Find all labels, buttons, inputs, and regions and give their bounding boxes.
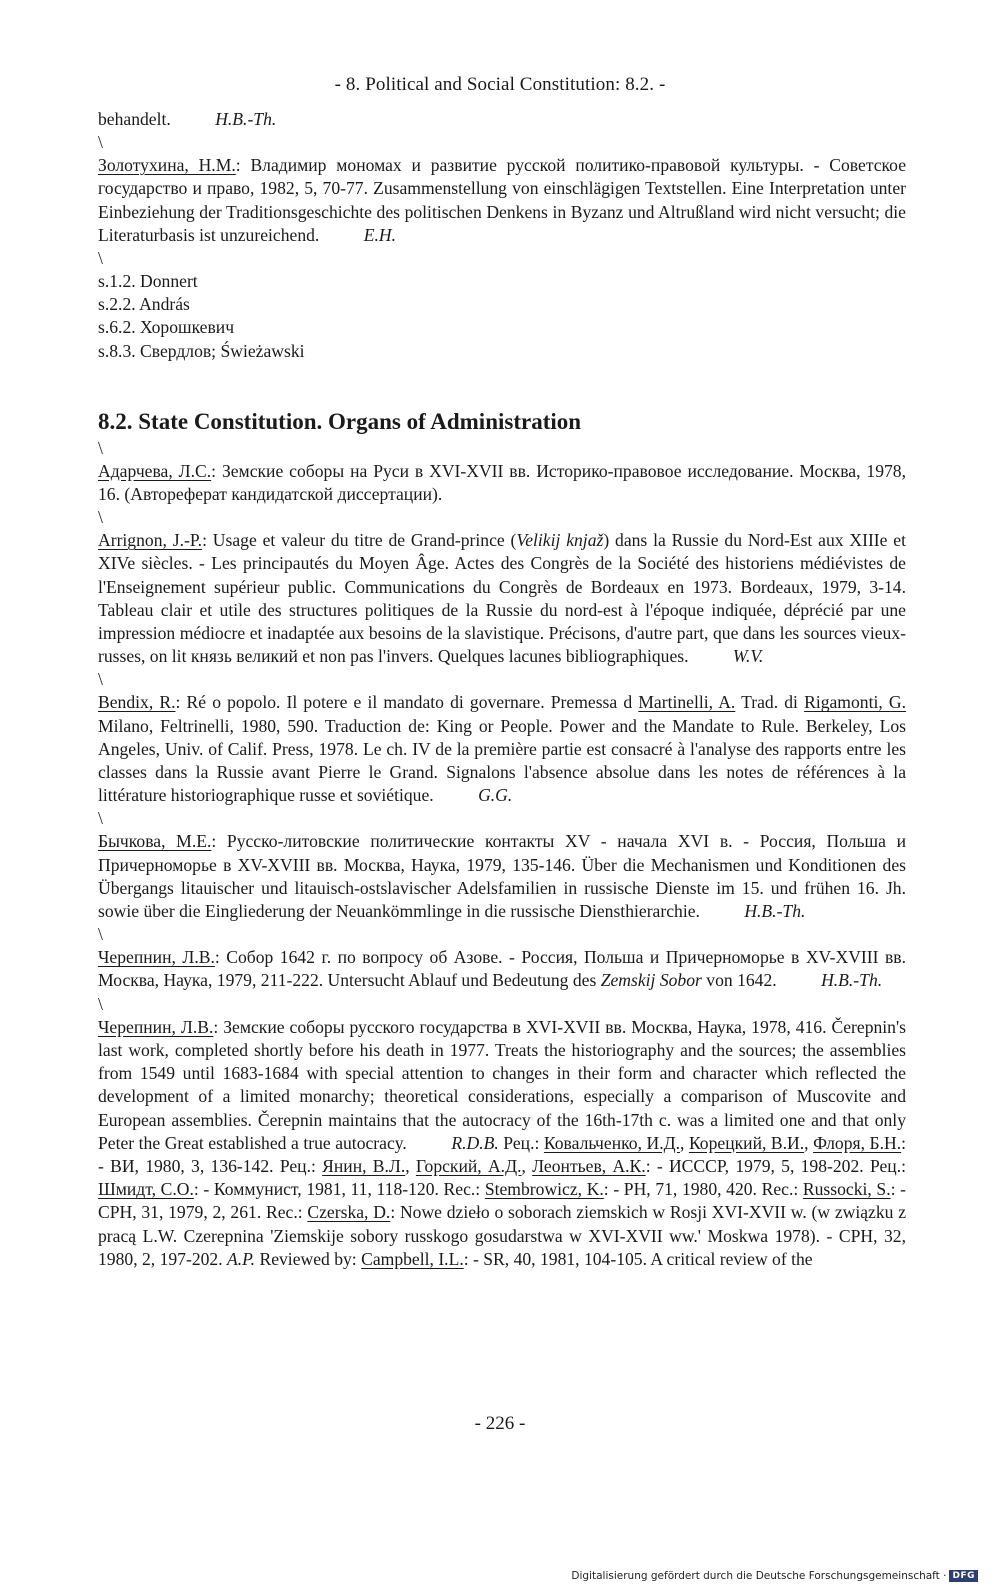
entry-text: Milano, Feltrinelli, 1980, 590. Traduction de: King or People. Power and the Mandate to Rule. Berkeley, Los Angeles, Univ. of Calif. Press, 1978. Le ch. IV de la première partie est consacré à l'analyse des rapports entre les classes dans la Russie avant Pierre le Grand. Signalons l'absence absolue dans les notes de références à la littérature historiographique russe et soviétique. [98,715,906,806]
review-label: Рец.: [503,1132,544,1153]
reviewer-signature: H.B.-Th. [215,109,277,129]
review-label: Rec.: [265,1202,308,1223]
entry-text: : Земские соборы на Руси в XVI-XVII вв. Историко-правовое исследование. Москва, 1978, 16. (Автореферат кандидатской диссертации). [98,460,906,505]
review-label: Рец.: [869,1155,907,1176]
review-author: Корецкий, В.И. [688,1132,805,1153]
digitization-footer [571,1570,978,1582]
entry-separator: \ [98,507,103,528]
review-text: : - ИССCP, 1979, 5, 198-202. [645,1155,864,1176]
cross-reference: s.2.2. András [98,294,190,315]
review-separator: , [804,1132,814,1153]
review-author: Шмидт, С.О. [98,1179,194,1200]
entry-text: von 1642. [701,970,777,991]
review-author: Czerska, D. [307,1202,391,1223]
entry-separator: \ [98,924,103,945]
review-text: : - PH, 71, 1980, 420. [603,1179,757,1200]
section-heading: 8.2. State Constitution. Organs of Administration [98,408,582,434]
entry-text: : Usage et valeur du titre de Grand-prince ( [202,530,517,551]
entry-text: : Собор 1642 г. по вопросу об Азове. - Россия, Польша и Причерноморье в XV-XVIII вв. Москва, Наука, 1979, 211-222. Untersucht Ablauf und Bedeutung des [98,947,906,991]
bibliography-entry-cherepnin-zemskie [98,1016,906,1271]
entry-title-italic: Velikij knjaž [516,530,604,551]
running-head: - 8. Political and Social Constitution: 8.2. - [334,74,666,95]
bibliography-entry-arrignon [98,529,906,668]
entry-text: : Владимир мономах и развитие русской политико-правовой культуры. - Советское государство и право, 1982, 5, 70-77. Zusammenstellung von einschlägigen Textstellen. Eine Interpretation unter Einbeziehung der Traditionsgeschichte des politischen Denkens in Byzanz und Altrußland wird nicht versucht; die Literaturbasis ist unzureichend. [98,155,907,245]
bibliography-entry-zolotukhina [98,154,906,247]
review-text: : Nowe dzieło o soborach ziemskich w Rosji XVI-XVII w. (w związku z pracą L.W. Czerepnina 'Ziemskije sobory russkogo gosudarstwa w XVI-XVII ww.' Moskwa 1978). - CPH, 32, 1980, 2, 197-202. [98,1202,906,1269]
entry-author: Bendix, R. [98,692,176,713]
review-text: : - ВИ, 1980, 3, 136-142. [98,1132,907,1176]
entry-text: : Земские соборы русского государства в XVI-XVII вв. Москва, Наука, 1978, 416. Čerepnin's last work, completed shortly before his death in 1977. Treats the historiography and the sources; the assemblies from 1549 until 1683-1684 with special attention to changes in their form and character which reflected the development of a limited monarchy; theoretical considerations, especially a comparison of Muscovite and European assemblies. Čerepnin maintains that the autocracy of the 16th-17th c. was a limited one and that only Peter the Great established a true autocracy. [98,1016,906,1153]
review-label: Rec.: [761,1179,803,1200]
review-author: Campbell, I.L. [361,1248,464,1269]
review-author: Russocki, S. [802,1179,891,1200]
dfg-logo-icon: DFG [949,1570,978,1582]
reviewer-signature: A.P. [227,1248,256,1269]
review-separator: , [680,1132,689,1153]
reviewer-signature: R.D.B. [451,1132,499,1153]
reviewer-signature: H.B.-Th. [821,970,883,991]
entry-separator: \ [98,437,103,458]
review-label: Rec.: [443,1179,485,1200]
entry-text: : Ré o popolo. Il potere e il mandato di governare. Premessa d [175,692,639,713]
review-author: Горский, А.Д. [415,1155,522,1176]
cross-reference: s.6.2. Хорошкевич [98,317,235,338]
entry-text: Trad. di [735,692,805,713]
reviewer-signature: E.H. [363,224,396,245]
entry-separator: \ [98,669,103,690]
entry-author: Золотухина, Н.М. [98,155,236,176]
review-separator: , [405,1155,416,1176]
entry-author: Бычкова, М.Е. [98,831,212,852]
entry-author: Rigamonti, G. [804,692,906,713]
review-author: Ковальченко, И.Д. [543,1132,680,1153]
cross-reference: s.1.2. Donnert [98,271,198,292]
review-text: : - SR, 40, 1981, 104-105. A critical review of the [463,1248,813,1269]
review-separator: , [521,1155,533,1176]
entry-separator: \ [98,248,103,269]
intro-text: behandelt. [98,109,171,129]
entry-separator: \ [98,993,103,1014]
review-label: Рец.: [279,1155,323,1176]
page-number: - 226 - [474,1413,526,1434]
review-author: Янин, В.Л. [322,1155,406,1176]
entry-author: Черепнин, Л.В. [98,1016,214,1037]
entry-author: Адарчева, Л.С. [98,460,212,481]
review-text: : - Коммунист, 1981, 11, 118-120. [193,1179,439,1200]
review-text: : - CPH, 31, 1979, 2, 261. [98,1179,907,1223]
entry-text: : Русско-литовские политические контакты XV - начала XVI в. - Россия, Польша и Причерноморье в XV-XVIII вв. Москва, Наука, 1979, 135-146. Über die Mechanismen und Konditionen des Übergangs litauischer und litauisch-ostslavischer Adelsfamilien in russische Dienste im 15. und frühen 16. Jh. sowie über die Eingliederung der Neuankömmlinge in die russische Diensthierarchie. [98,831,906,922]
review-author: Stembrowicz, K. [484,1179,604,1200]
entry-separator: \ [98,132,103,153]
review-author: Флоря, Б.Н. [813,1132,902,1153]
review-label: Reviewed by: [259,1248,362,1269]
reviewer-signature: G.G. [478,785,513,806]
bibliography-entry-adarcheva [98,460,906,506]
entry-text: ) dans la Russie du Nord-Est aux XIIIe et XIVe siècles. - Les principautés du Moyen Âge. Actes des Congrès de la Société des historiens médiévistes de l'Enseignement supérieur public. Communications du Congrès de Bordeaux en 1973. Bordeaux, 1979, 3-14. Tableau clair et utile des structures politiques de la Russie du nord-est à l'époque indiquée, déprécié par une impression médiocre et inadaptée aux besoins de la slavistique. Précisons, d'autre part, que dans les sources vieux-russes, on lit князь великий et non pas l'invers. Quelques lacunes bibliographiques. [98,530,906,667]
entry-author: Martinelli, A. [638,692,736,713]
page-body [98,108,906,1271]
intro-continuation [98,108,906,131]
reviewer-signature: H.B.-Th. [744,901,806,922]
bibliography-entry-cherepnin-sobor [98,946,906,992]
cross-reference: s.8.3. Свердлов; Świeżawski [98,340,305,361]
entry-separator: \ [98,808,103,829]
entry-author: Черепнин, Л.В. [98,947,215,968]
bibliography-entry-bychkova [98,830,906,923]
entry-author: Arrignon, J.-P. [98,530,203,551]
review-author: Леонтьев, А.К. [532,1155,646,1176]
cross-references [98,270,906,363]
reviewer-signature: W.V. [732,646,764,667]
bibliography-entry-bendix [98,691,906,807]
entry-title-italic: Zemskij Sobor [600,970,702,991]
footer-text: Digitalisierung gefördert durch die Deutsche Forschungsgemeinschaft · [571,1570,947,1582]
